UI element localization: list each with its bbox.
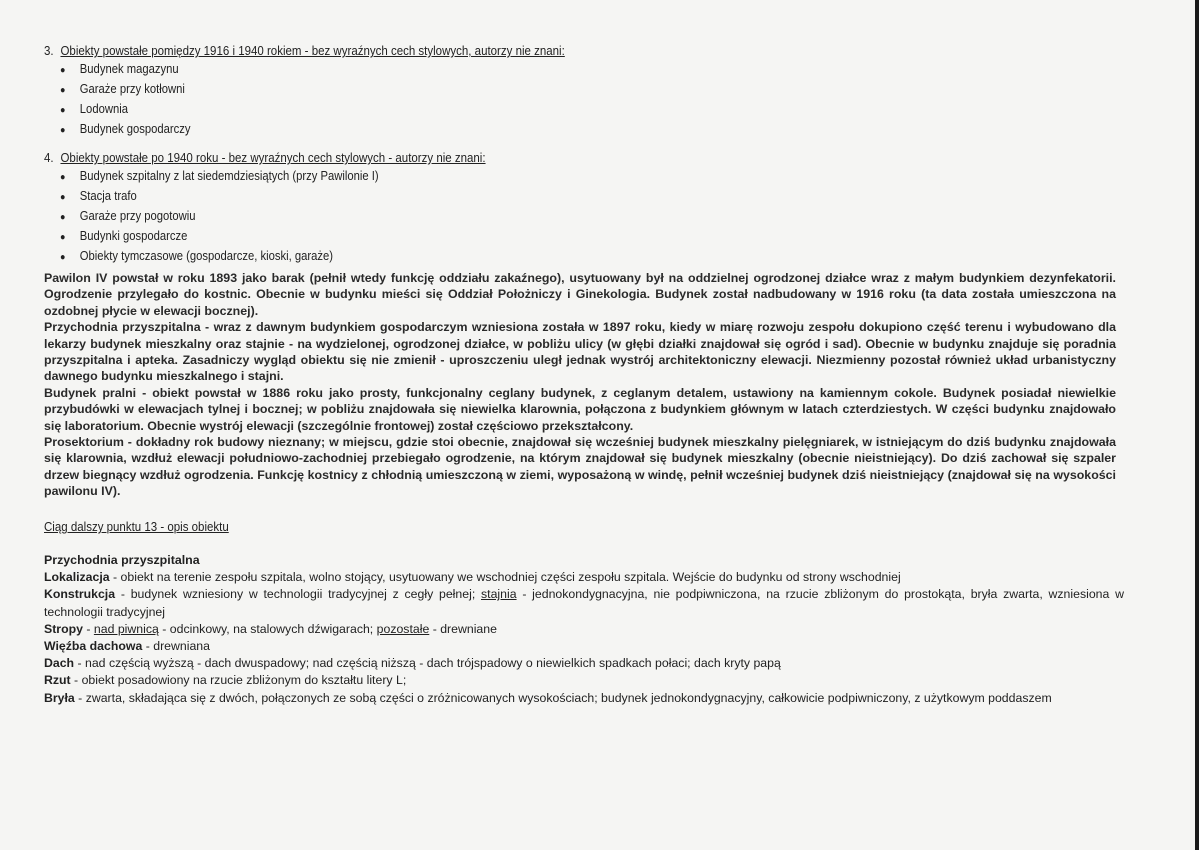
- row-wiezba: Więźba dachowa - drewniana: [44, 639, 210, 654]
- history-paragraph-pralnia: Budynek pralni - obiekt powstał w 1886 roku jako prosty, funkcjonalny ceglany budynek, z ceglanym detalem, ustawiony na kamiennym cokole. Budynek posiadał niewielkie przybudówki w elewacjach tylnej i bocznej; w pobliżu znajdowała się niewielka klarownia, połączona z budynkiem głównym w latach czterdziestych. W części budynku znajdowało się laboratorium. Obecnie wystrój elewacji (szczególnie frontowej) został częściowo przekształcony.: [44, 385, 1116, 433]
- list-item: ● Budynek szpitalny z lat siedemdziesiątych (przy Pawilonie I): [60, 167, 1045, 187]
- list-item: ● Budynek gospodarczy: [60, 120, 1045, 140]
- section-3-list: [44, 60, 1154, 140]
- list-item: ● Budynek magazynu: [60, 60, 1045, 80]
- bullet-icon: ●: [60, 212, 66, 223]
- row-lokalizacja: Lokalizacja - obiekt na terenie zespołu szpitala, wolno stojący, usytuowany we wschodniej części zespołu szpitala. Wejście do budynku od strony wschodniej: [44, 570, 901, 585]
- bullet-icon: ●: [60, 105, 66, 116]
- bullet-icon: ●: [60, 252, 66, 263]
- row-dach: Dach - nad częścią wyższą - dach dwuspadowy; nad częścią niższą - dach trójspadowy o niewielkich spadkach połaci; dach kryty papą: [44, 656, 781, 671]
- list-item: ● Stacja trafo: [60, 187, 1045, 207]
- bullet-icon: ●: [60, 232, 66, 243]
- section-4-number: 4.: [44, 151, 54, 165]
- section-3-title: [44, 42, 1065, 60]
- description-heading: Przychodnia przyszpitalna: [44, 553, 200, 567]
- list-item: ● Garaże przy pogotowiu: [60, 207, 1045, 227]
- section-4-title: [44, 149, 1065, 167]
- row-rzut: Rzut - obiekt posadowiony na rzucie zbliżonym do kształtu litery L;: [44, 673, 407, 688]
- bullet-icon: ●: [60, 192, 66, 203]
- bullet-icon: ●: [60, 125, 66, 136]
- section-4-heading: Obiekty powstałe po 1940 roku - bez wyraźnych cech stylowych - autorzy nie znani:: [60, 151, 486, 165]
- row-konstrukcja: Konstrukcja - budynek wzniesiony w technologii tradycyjnej z cegły pełnej; stajnia - jednokondygnacyjna, nie podpiwniczona, na rzucie zbliżonym do prostokąta, bryła zwarta, wzniesiona w technologii tradycyjnej: [44, 587, 1124, 619]
- section-3: [44, 42, 1154, 140]
- section-3-number: 3.: [44, 44, 54, 58]
- row-stropy: Stropy - nad piwnicą - odcinkowy, na stalowych dźwigarach; pozostałe - drewniane: [44, 621, 497, 636]
- section-3-heading: Obiekty powstałe pomiędzy 1916 i 1940 rokiem - bez wyraźnych cech stylowych, autorzy nie znani:: [60, 44, 565, 58]
- section-4-list: [44, 167, 1154, 267]
- history-paragraph-pawilon: Pawilon IV powstał w roku 1893 jako barak (pełnił wtedy funkcję oddziału zakaźnego), usytuowany był na oddzielnej ogrodzonej działce wraz z małym budynkiem dezynfekatorii. Ogrodzenie przylegało do kostnic. Obecnie w budynku mieści się Oddział Położniczy i Ginekologia. Budynek został nadbudowany w 1916 roku (ta data została umieszczona na ozdobnej płycie w elewacji bocznej).: [44, 271, 1116, 318]
- continuation-heading: Ciąg dalszy punktu 13 - opis obiektu: [44, 520, 229, 534]
- row-bryla: Bryła - zwarta, składająca się z dwóch, połączonych ze sobą części o zróżnicowanych wysokościach; budynek jednokondygnacyjny, całkowicie podpiwniczony, z użytkowym poddaszem: [44, 690, 1052, 705]
- list-item: ● Lodownia: [60, 100, 1045, 120]
- bullet-icon: ●: [60, 85, 66, 96]
- list-item: ● Obiekty tymczasowe (gospodarcze, kioski, garaże): [60, 247, 1045, 267]
- history-block: [44, 270, 1116, 500]
- scan-edge: [1195, 0, 1199, 850]
- bullet-icon: ●: [60, 65, 66, 76]
- list-item: ● Garaże przy kotłowni: [60, 80, 1045, 100]
- history-paragraph-przychodnia: Przychodnia przyszpitalna - wraz z dawnym budynkiem gospodarczym wzniesiona została w 1897 roku, kiedy w miarę rozwoju zespołu dokupiono część terenu i wybudowano dla lekarzy budynek mieszkalny oraz stajnie - na wydzielonej, ogrodzonej działce, w pobliżu ulicy (w głębi działki znajdował się ogród i sad). Obecnie w budynku znajduje się poradnia przyszpitalna i apteka. Zasadniczy wygląd obiektu się nie zmienił - uproszczeniu uległ jednak wystrój architektoniczny elewacji. Niezmienny pozostał również układ urbanistyczny dawnego budynku mieszkalnego i stajni.: [44, 320, 1116, 384]
- section-4: [44, 149, 1154, 267]
- bullet-icon: ●: [60, 172, 66, 183]
- object-description: [44, 552, 1124, 707]
- list-item: ● Budynki gospodarcze: [60, 227, 1045, 247]
- history-paragraph-prosektorium: Prosektorium - dokładny rok budowy nieznany; w miejscu, gdzie stoi obecnie, znajdował się wcześniej budynek mieszkalny pielęgniarek, w istniejącym do dziś budynku znajdowała się klarownia, wzdłuż elewacji południowo-zachodniej przebiegało ogrodzenie, na którym znajdował się budynek mieszkalny (obecnie nieistniejący). Do dziś zachował się szpaler drzew biegnący wzdłuż ogrodzenia. Funkcję kostnicy z chłodnią umieszczoną w ziemi, wyposażoną w windę, pełnił wcześniej budynek dziś nieistniejący (znajdował się na wysokości pawilonu IV).: [44, 435, 1116, 499]
